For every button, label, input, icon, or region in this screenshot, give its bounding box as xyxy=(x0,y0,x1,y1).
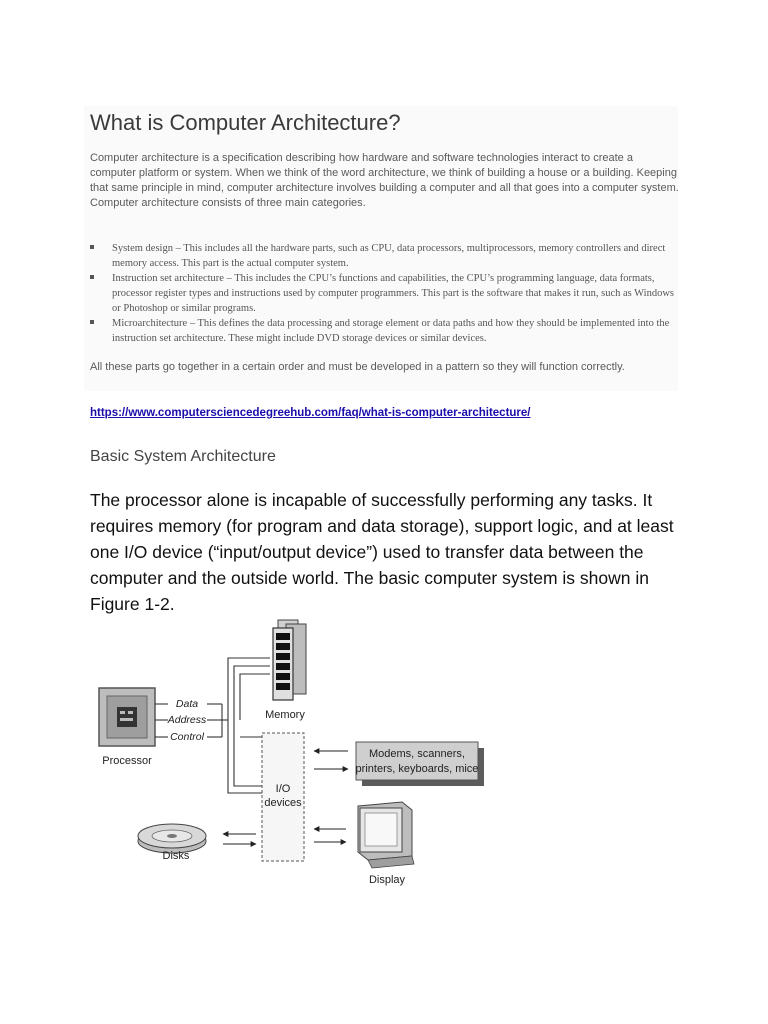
display-label: Display xyxy=(368,874,406,886)
io-label-line1: I/O xyxy=(275,783,291,795)
disks-label: Disks xyxy=(162,850,190,862)
article-closing: All these parts go together in a certain order and must be developed in a pattern so they will function correctly. xyxy=(90,361,625,373)
bullet-square-icon xyxy=(90,275,94,279)
memory-modules-icon xyxy=(273,620,306,700)
list-item: Microarchitecture – This defines the data processing and storage element or data paths and how they should be implemented into the instruction set architecture. These might include DVD storage devices or similar devices. xyxy=(90,316,680,346)
category-list xyxy=(90,241,680,346)
display-monitor-icon xyxy=(358,802,414,868)
list-item: Instruction set architecture – This includes the CPU’s functions and capabilities, the CPU’s programming language, data formats, processor register types and instructions used by computer programmers. This part is the software that makes it run, such as Windows or Photoshop or similar programs. xyxy=(90,271,680,316)
disk-icon xyxy=(138,824,206,853)
bus-address-label: Address xyxy=(167,714,207,726)
peripherals-label-line2: printers, keyboards, mice xyxy=(355,763,479,775)
processor-chip-icon xyxy=(99,688,155,746)
article-title: What is Computer Architecture? xyxy=(90,110,401,135)
memory-label: Memory xyxy=(265,709,305,721)
bullet-square-icon xyxy=(90,320,94,324)
source-link[interactable]: https://www.computersciencedegreehub.com/faq/what-is-computer-architecture/ xyxy=(90,407,531,419)
bus-control-label: Control xyxy=(170,731,204,743)
system-architecture-diagram xyxy=(90,618,490,893)
bus-data-label: Data xyxy=(175,698,199,710)
io-label-line2: devices xyxy=(264,797,302,809)
body-paragraph: The processor alone is incapable of successfully performing any tasks. It requires memory (for program and data storage), support logic, and at least one I/O device (“input/output device”) used to transfer data between the computer and the outside world. The basic computer system is shown in Figure 1-2. xyxy=(90,490,674,614)
bullet-square-icon xyxy=(90,245,94,249)
peripherals-label-line1: Modems, scanners, xyxy=(369,748,465,760)
article-intro: Computer architecture is a specification describing how hardware and software technologies interact to create a computer platform or system. When we think of the word architecture, we think of building a house or a building. Keeping that same principle in mind, computer architecture involves building a computer and all that goes into a computer system. Computer architecture consists of three main categories. xyxy=(90,152,679,209)
section-heading: Basic System Architecture xyxy=(90,448,276,465)
list-item: System design – This includes all the hardware parts, such as CPU, data processors, multiprocessors, memory controllers and direct memory access. This part is the actual computer system. xyxy=(90,241,680,271)
processor-label: Processor xyxy=(102,755,152,767)
